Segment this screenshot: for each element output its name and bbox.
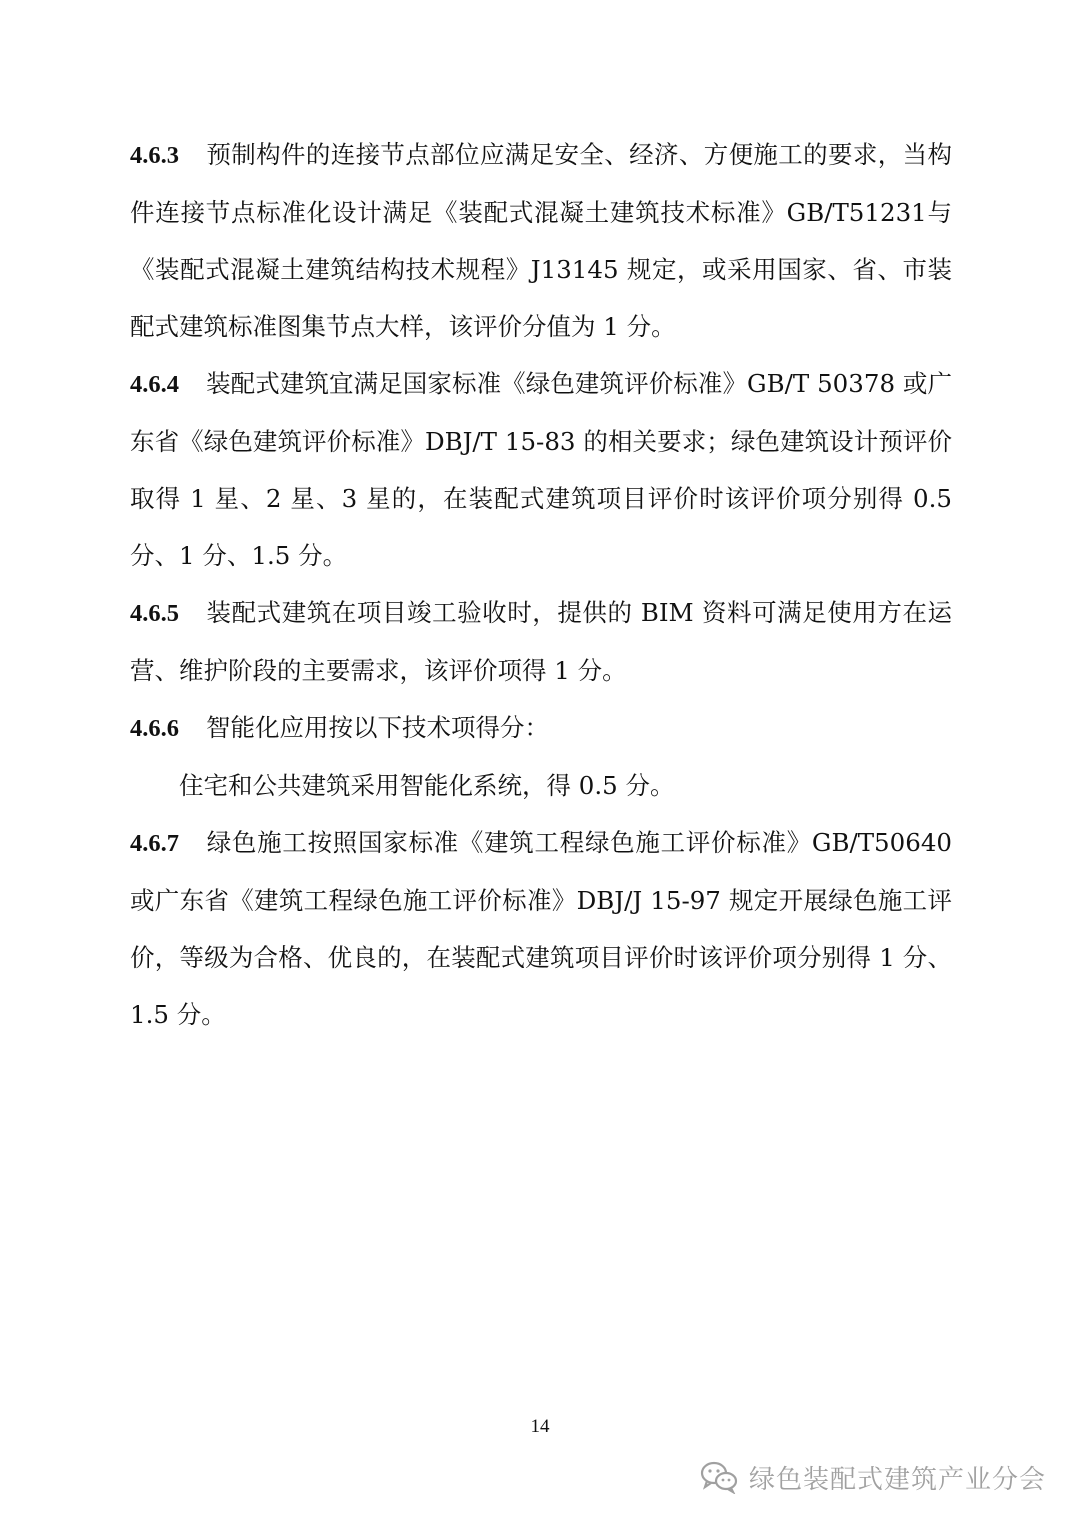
clause-4-6-4 (130, 355, 952, 584)
watermark (699, 1452, 1046, 1502)
clause-4-6-5 (130, 584, 952, 699)
watermark-text: 绿色装配式建筑产业分会 (748, 1464, 1046, 1495)
clause-number: 4.6.3 (130, 142, 179, 169)
clause-text: 装配式建筑在项目竣工验收时，提供的 BIM 资料可满足使用方在运营、维护阶段的主要需求，该评价项得 1 分。 (130, 598, 952, 685)
clause-4-6-6 (130, 699, 952, 757)
wechat-icon (699, 1460, 739, 1494)
clause-number: 4.6.4 (130, 371, 179, 398)
document-body (130, 126, 952, 1043)
clause-number: 4.6.5 (130, 600, 179, 627)
clause-4-6-7 (130, 814, 952, 1043)
page-number: 14 (530, 1416, 550, 1437)
clause-4-6-3 (130, 126, 952, 355)
clause-4-6-6-sub-item: 住宅和公共建筑采用智能化系统，得 0.5 分。 (179, 771, 675, 800)
clause-text: 智能化应用按以下技术项得分： (206, 713, 549, 742)
clause-text: 装配式建筑宜满足国家标准《绿色建筑评价标准》GB/T 50378 或广东省《绿色建筑评价标准》DBJ/T 15-83 的相关要求；绿色建筑设计预评价取得 1 星、2 星、3 星的，在装配式建筑项目评价时该评价项分别得 0.5 分、1 分、1.5 分。 (130, 369, 952, 570)
clause-number: 4.6.6 (130, 715, 179, 742)
clause-text: 绿色施工按照国家标准《建筑工程绿色施工评价标准》GB/T50640或广东省《建筑工程绿色施工评价标准》DBJ/J 15-97 规定开展绿色施工评价，等级为合格、优良的，在装配式建筑项目评价时该评价项分别得 1 分、1.5 分。 (130, 828, 952, 1029)
clause-text: 预制构件的连接节点部位应满足安全、经济、方便施工的要求，当构件连接节点标准化设计满足《装配式混凝土建筑技术标准》GB/T51231与《装配式混凝土建筑结构技术规程》J13145 规定，或采用国家、省、市装配式建筑标准图集节点大样，该评价分值为 1 分。 (130, 140, 952, 341)
clause-number: 4.6.7 (130, 830, 179, 857)
